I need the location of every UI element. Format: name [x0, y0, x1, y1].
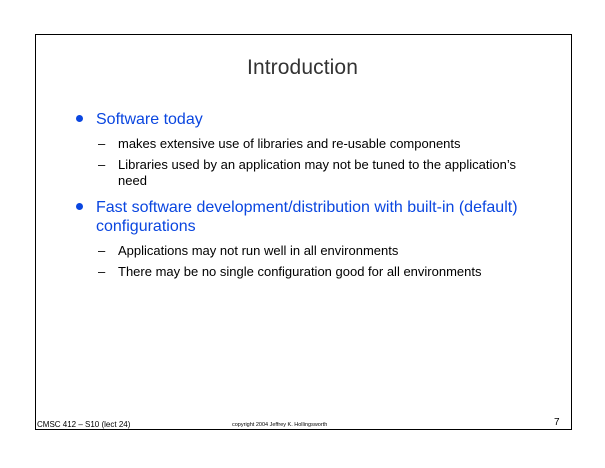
- sub-bullet-text: Applications may not run well in all environments: [118, 243, 399, 258]
- bullet-text: Software today: [96, 111, 203, 128]
- sub-bullet-item: [76, 243, 546, 259]
- slide-content: [76, 110, 546, 280]
- sub-bullet-text: makes extensive use of libraries and re-usable components: [118, 136, 461, 151]
- dash-icon: –: [98, 136, 106, 151]
- bullet-item: [76, 198, 546, 236]
- sub-bullet-item: [76, 157, 546, 189]
- dash-icon: –: [98, 157, 106, 172]
- bullet-text: Fast software development/distribution with built-in (default) configurations: [96, 199, 518, 235]
- sub-bullet-text: There may be no single configuration good for all environments: [118, 264, 482, 279]
- sub-bullet-text: Libraries used by an application may not be tuned to the application’s need: [118, 157, 516, 188]
- dash-icon: –: [98, 243, 106, 258]
- dash-icon: –: [98, 264, 106, 279]
- sub-bullet-item: [76, 136, 546, 152]
- footer-course: CMSC 412 – S10 (lect 24): [37, 420, 131, 429]
- page-number: 7: [554, 417, 560, 428]
- bullet-dot-icon: [76, 115, 83, 122]
- slide-title: Introduction: [247, 56, 358, 79]
- footer-copyright: copyright 2004 Jeffrey K. Hollingsworth: [232, 422, 328, 428]
- bullet-item: [76, 110, 546, 129]
- bullet-dot-icon: [76, 203, 83, 210]
- sub-bullet-item: [76, 264, 546, 280]
